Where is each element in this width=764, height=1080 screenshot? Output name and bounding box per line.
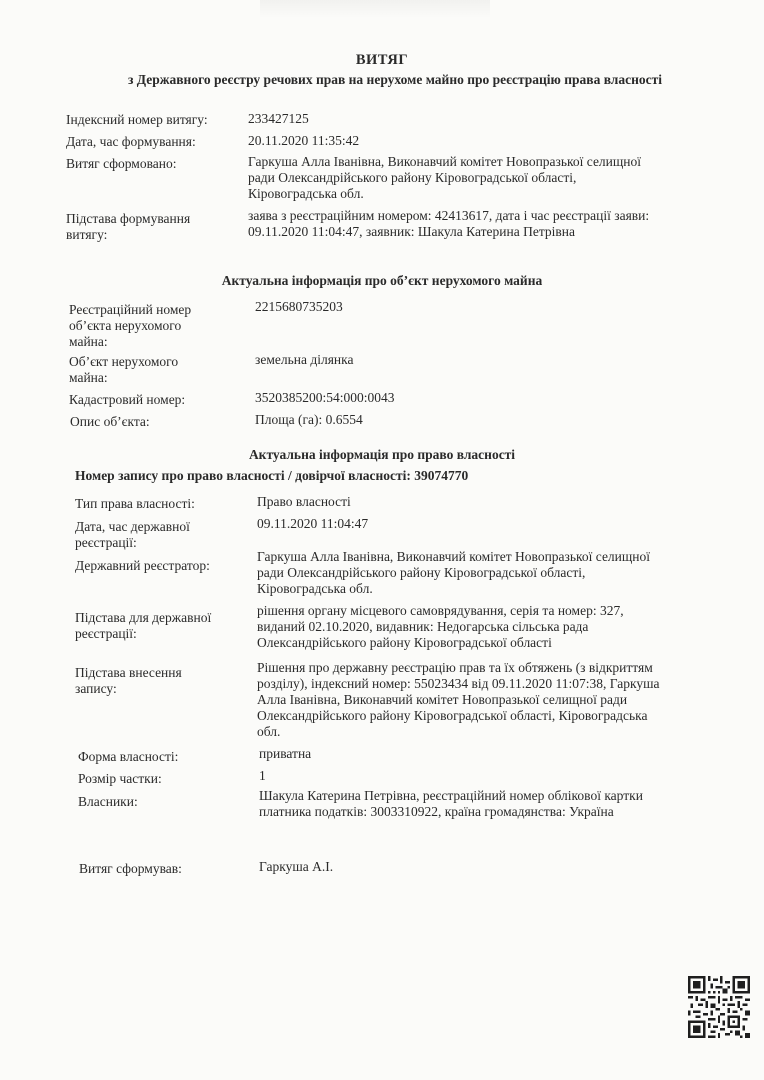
- registrar-value: Гаркуша Алла Іванівна, Виконавчий комітет Новопразької селищної ради Олександрійського району Кіровоградської області, Кіровоградська обл.: [257, 549, 651, 596]
- qr-code-icon: [688, 976, 750, 1038]
- scan-smudge: [260, 0, 490, 18]
- cadastral-value: 3520385200:54:000:0043: [255, 390, 395, 405]
- regnum-label: Реєстраційний номер об’єкта нерухомого майна:: [69, 302, 192, 349]
- basis-value: заява з реєстраційним номером: 42413617, дата і час реєстрації заяви: 09.11.2020 11:04:47, заявник: Шакула Катерина Петрівна: [248, 208, 650, 239]
- formed-value: Гаркуша Алла Іванівна, Виконавчий комітет Новопразької селищної ради Олександрійського району Кіровоградської області, Кіровоградська обл.: [248, 154, 642, 201]
- object-label: Об’єкт нерухомого майна:: [69, 354, 179, 385]
- signed-label: Витяг сформував:: [79, 861, 182, 876]
- index-value: 233427125: [248, 111, 309, 126]
- regdate-value: 09.11.2020 11:04:47: [257, 516, 369, 531]
- share-value: 1: [259, 768, 266, 783]
- entry-basis-label: Підстава внесення запису:: [75, 665, 182, 696]
- document-title: ВИТЯГ: [355, 52, 409, 68]
- share-label: Розмір частки:: [78, 771, 162, 786]
- object-section-heading: Актуальна інформація про об’єкт нерухомого майна: [221, 273, 543, 288]
- ownership-type-label: Тип права власності:: [75, 496, 195, 511]
- ownership-section-heading: Актуальна інформація про право власності: [248, 447, 516, 462]
- document-subtitle: з Державного реєстру речових прав на нерухоме майно про реєстрацію права власності: [127, 72, 663, 87]
- regdate-label: Дата, час державної реєстрації:: [75, 519, 190, 550]
- object-value: земельна ділянка: [255, 352, 354, 367]
- owners-label: Власники:: [78, 794, 138, 809]
- description-value: Площа (га): 0.6554: [255, 412, 363, 427]
- registrar-label: Державний реєстратор:: [75, 558, 210, 573]
- basis-label: Підстава формування витягу:: [66, 211, 191, 242]
- reg-basis-label: Підстава для державної реєстрації:: [75, 610, 212, 641]
- cadastral-label: Кадастровий номер:: [69, 392, 186, 407]
- ownership-type-value: Право власності: [257, 494, 351, 509]
- ownership-form-label: Форма власності:: [78, 749, 179, 764]
- index-label: Індексний номер витягу:: [66, 112, 208, 127]
- description-label: Опис об’єкта:: [70, 414, 150, 429]
- entry-basis-value: Рішення про державну реєстрацію прав та їх обтяжень (з відкриттям розділу), індексний номер: 55023434 від 09.11.2020 11:07:38, Гаркуша Алла Іванівна, Виконавчий комітет Новопразької селищної ради Олександрійського району Кіровоградської області, Кіровоградська обл.: [257, 660, 660, 739]
- owners-value: Шакула Катерина Петрівна, реєстраційний номер облікової картки платника податків: 3003310922, країна громадянства: Україна: [259, 788, 643, 819]
- reg-basis-value: рішення органу місцевого самоврядування, серія та номер: 327, виданий 02.10.2020, видавник: Недогарська сільська рада Олександрійського району Кіровоградської області: [257, 603, 624, 650]
- signed-value: Гаркуша А.І.: [259, 859, 334, 874]
- ownership-form-value: приватна: [259, 746, 312, 761]
- date-value: 20.11.2020 11:35:42: [248, 133, 360, 148]
- record-number: Номер запису про право власності / довірчої власності: 39074770: [75, 468, 469, 483]
- formed-label: Витяг сформовано:: [66, 156, 177, 171]
- date-label: Дата, час формування:: [66, 134, 196, 149]
- regnum-value: 2215680735203: [255, 299, 343, 314]
